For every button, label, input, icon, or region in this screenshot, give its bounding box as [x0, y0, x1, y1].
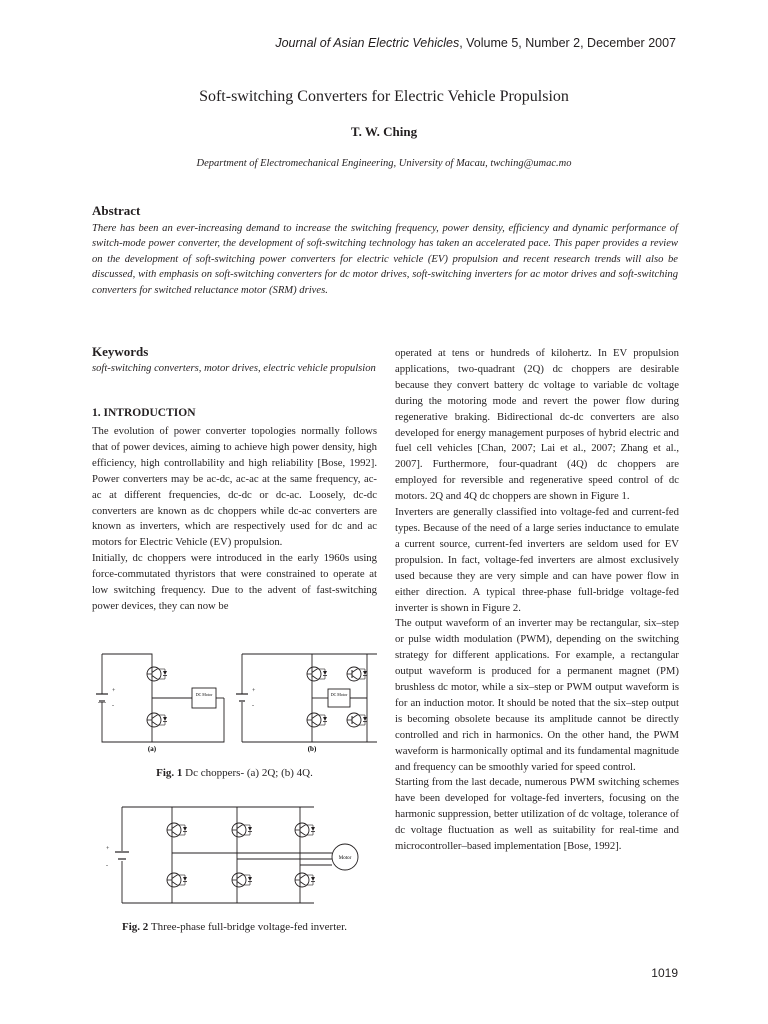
switch-icon [347, 667, 367, 681]
switch-icon [167, 823, 187, 837]
paragraph: Starting from the last decade, numerous PWM switching schemes have been developed for voltage-fed inverters, focusing on the harmonic suppression, better utilization of dc voltage, tolerance of dc voltage fluctuation as well as suitability for real-time and microcontroller–based implementation [Bose, 1992]. [395, 776, 679, 853]
keywords-heading: Keywords [92, 344, 149, 359]
switch-icon [232, 873, 252, 887]
journal-header [275, 36, 676, 50]
author-affiliation: Department of Electromechanical Engineering, University of Macau, twching@umac.mo [196, 158, 572, 169]
section-heading-introduction: 1. INTRODUCTION [92, 407, 196, 419]
paper-title: Soft-switching Converters for Electric Vehicle Propulsion [199, 88, 569, 105]
abstract-heading: Abstract [92, 203, 141, 218]
journal-name: Journal of Asian Electric Vehicles [275, 36, 460, 50]
switch-icon [347, 713, 367, 727]
paragraph: The output waveform of an inverter may be rectangular, six–step or pulse width modulation (PWM), depending on the switching strategy for different applications. For example, a rectangular output waveform is produced for a permanent magnet (PM) brushless dc motor, while a six–step or PWM output waveform is for an induction motor. It should be noted that the six–step output is becoming obsolete because its amplitude cannot be directly controlled and rich in harmonics. On the other hand, the PWM waveform is harmonically optimal and its fundamental magnitude and frequency can be smoothly varied for speed control. [395, 617, 679, 773]
figure-2-label: Fig. 2 [122, 921, 149, 933]
switch-icon [295, 823, 315, 837]
figure-1-caption-text: Dc choppers- (a) 2Q; (b) 4Q. [182, 767, 313, 779]
switch-icon [307, 713, 327, 727]
switch-icon [307, 667, 327, 681]
fig2-plus-sign: + [106, 846, 110, 852]
fig1a-motor-label: DC Motor [195, 692, 213, 697]
page-number: 1019 [651, 966, 678, 980]
fig1-sub-b: (b) [307, 745, 317, 753]
abstract-text: There has been an ever-increasing demand to increase the switching frequency, power density, efficiency and dynamic performance of switch-mode power converter, the development of soft-switching technology has taken an accelerated pace. This paper provides a review on the development of soft-switching power converters for electric vehicle (EV) propulsion and recent research trends will also be discussed, with emphasis on soft-switching converters for dc motor drives, soft-switching inverters for ac motor drives and soft-switching converters for switched reluctance motor (SRM) drives. [92, 223, 678, 296]
figure-2-inverter-diagram [92, 803, 377, 915]
right-column-text [395, 346, 679, 855]
author-name: T. W. Ching [350, 124, 418, 139]
fig2-motor-label: Motor [338, 856, 352, 861]
figure-1-caption [92, 767, 377, 779]
journal-details: , Volume 5, Number 2, December 2007 [459, 36, 676, 50]
switch-icon [167, 873, 187, 887]
figure-1-dc-choppers-diagram [92, 644, 377, 756]
fig1b-plus-sign: + [252, 688, 256, 694]
left-column-text [92, 424, 377, 615]
figure-1-label: Fig. 1 [156, 767, 183, 779]
fig1b-motor-label: DC Motor [330, 692, 348, 697]
fig1b-minus-sign: - [252, 703, 254, 709]
figure-2-caption-text: Three-phase full-bridge voltage-fed inverter. [148, 921, 347, 933]
switch-icon [295, 873, 315, 887]
keywords-text: soft-switching converters, motor drives, electric vehicle propulsion [92, 363, 376, 374]
switch-icon [147, 713, 167, 727]
fig1-minus-sign: - [112, 703, 114, 709]
switch-icon [147, 667, 167, 681]
switch-icon [232, 823, 252, 837]
paragraph: The evolution of power converter topologies normally follows that of power devices, aiming to achieve high power density, high efficiency, high controllability and high reliability [Bose, 1992]. Power converters may be ac-dc, ac-ac at the same frequency, ac-ac at different frequencies, dc-dc or dc-ac. Loosely, dc-dc converters are known as dc choppers while dc-ac converters are known as inverters, which are respectively used for dc and ac motors for Electric Vehicle (EV) propulsion. [92, 425, 377, 549]
fig1-sub-a: (a) [147, 745, 157, 753]
paragraph: Initially, dc choppers were introduced in the early 1960s using force-commutated thyristors that were constrained to operate at low switching frequency. Due to the advent of fast-switching power devices, they can now be [92, 552, 377, 612]
figure-2-caption [92, 921, 377, 933]
paragraph: operated at tens or hundreds of kilohertz. In EV propulsion applications, two-quadrant (2Q) dc choppers are desirable because they convert battery dc voltage to variable dc voltage during the motoring mode and revert the power flow during regenerative braking. Bidirectional dc-dc converters are also developed for energy management purposes of hybrid electric and fuel cell vehicles [Chan, 2007; Lai et al., 2007; Zhang et al., 2007]. Furthermore, four-quadrant (4Q) dc choppers are employed for reversible and regenerative speed control of dc motors. 2Q and 4Q dc choppers are shown in Figure 1. [395, 347, 679, 503]
fig1-plus-sign: + [112, 688, 116, 694]
fig2-minus-sign: - [106, 863, 108, 869]
paragraph: Inverters are generally classified into voltage-fed and current-fed types. Because of the need of a large series inductance to emulate a current source, current-fed inverters are seldom used for EV propulsion. In fact, voltage-fed inverters are almost exclusively used because they are very simple and can have power flow in either direction. A typical three-phase full-bridge voltage-fed inverter is shown in Figure 2. [395, 506, 679, 614]
